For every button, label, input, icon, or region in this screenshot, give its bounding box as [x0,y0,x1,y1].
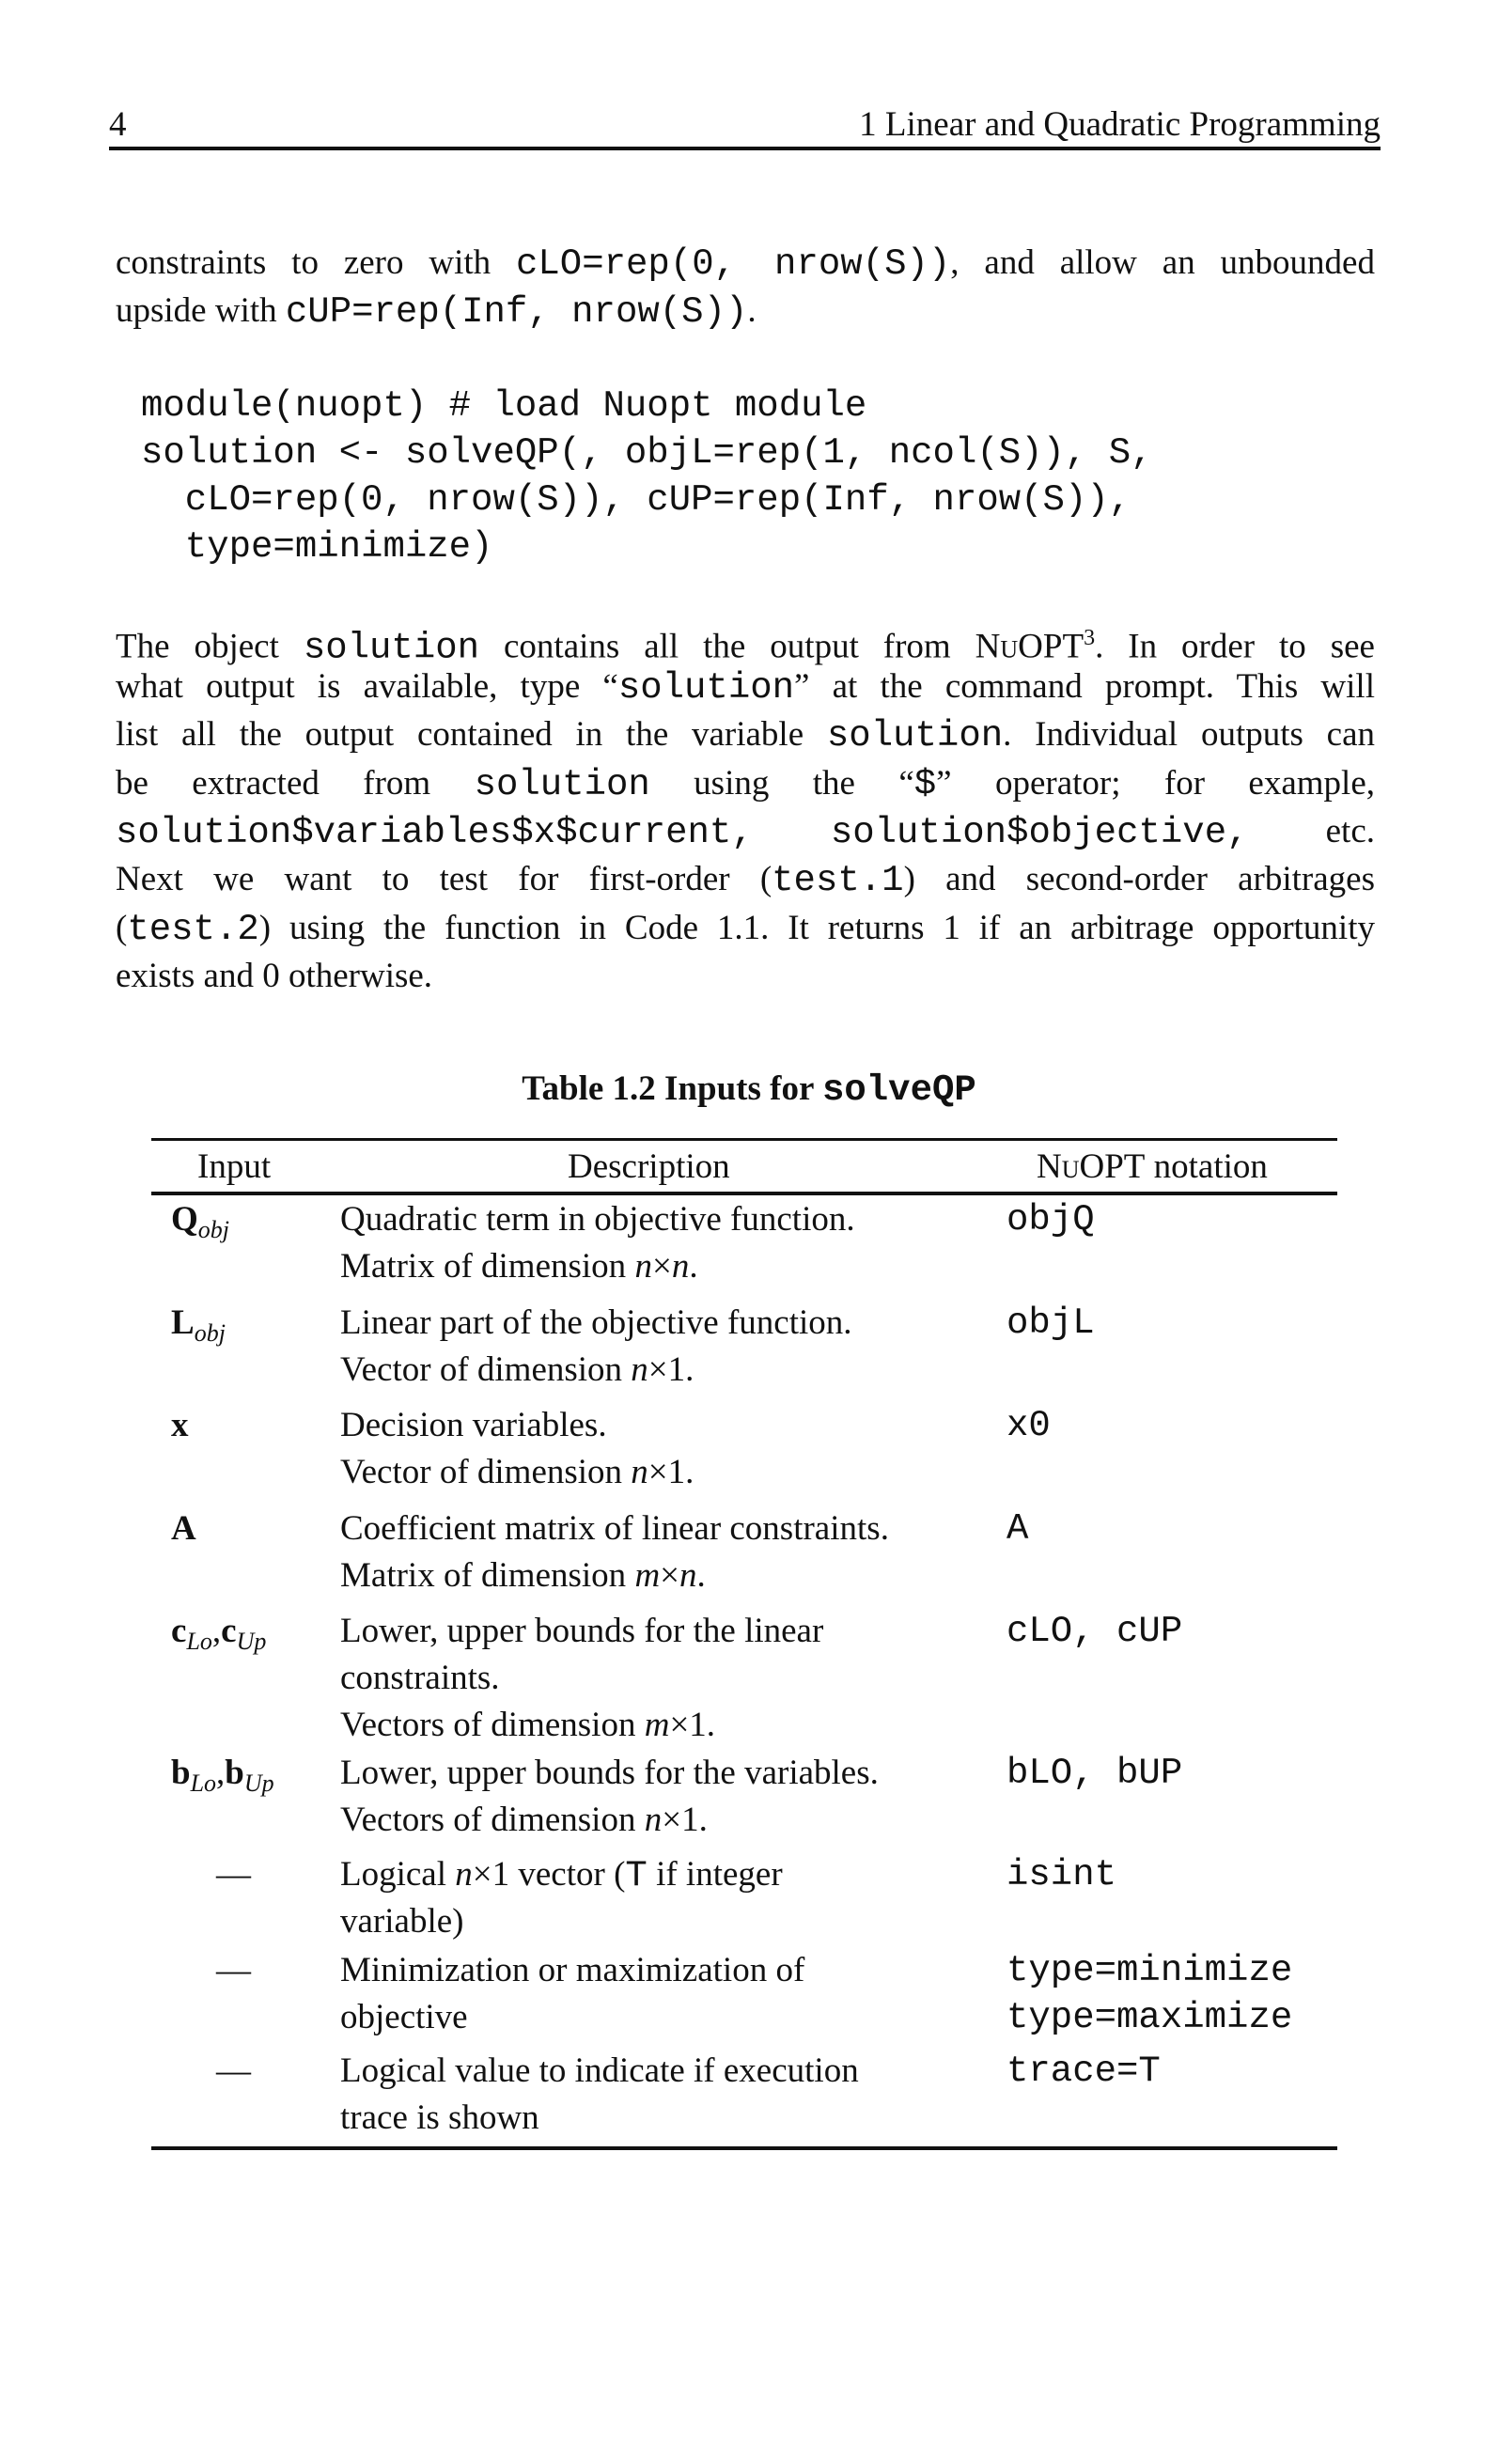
notation-code: objQ [1006,1199,1095,1240]
text-span: objective [340,1998,468,2036]
description-line [340,1608,823,1655]
symbol-subscript: obj [197,1216,230,1243]
text-line [116,287,1375,335]
text-span: Coefficient matrix of linear constraints. [340,1509,889,1548]
text-span: 3 [1084,626,1096,650]
text-line [116,855,1375,903]
input-symbol [171,1300,226,1357]
inline-code: cLO=rep(0, nrow(S)) [516,243,951,285]
text-span: Quadratic term in objective function. [340,1200,855,1239]
caption-code: solveQP [821,1069,976,1111]
notation-code: type=minimize [1006,1950,1293,1991]
text-line [116,952,1375,1000]
math-variable: n [455,1855,473,1894]
text-span: ” operator; for example, [936,764,1375,803]
symbol-subscript: obj [194,1319,226,1347]
description-line [340,1655,500,1702]
input-symbol: — [216,1855,251,1894]
text-span: Vector of dimension [340,1350,632,1389]
text-span: ×1. [648,1350,694,1389]
symbol: c [171,1612,187,1650]
math-variable: n [634,1247,652,1286]
inline-code: solution$objective, [830,812,1249,853]
text-span: upside with [116,291,286,330]
input-symbol [171,1402,189,1449]
text-span: Next we want to test for first-order ( [116,860,772,898]
math-variable: m [634,1556,661,1595]
symbol-subscript: Up [236,1628,267,1655]
input-symbol: — [216,1951,251,1989]
input-symbol [171,1750,274,1807]
symbol-subscript: Lo [186,1628,212,1655]
text-span: Lower, upper bounds for the variables. [340,1754,879,1792]
notation-code: isint [1006,1854,1117,1895]
symbol: b [171,1754,191,1792]
description-line [340,1797,708,1844]
input-symbol [171,1505,196,1552]
inline-code: solution [303,627,480,669]
text-span: Matrix of dimension [340,1556,635,1595]
notation-code: type=maximize [1006,1997,1293,2038]
text-span: contains all the output from [479,627,975,666]
text-span: The object [116,627,304,666]
text-span: . In order to see [1095,627,1375,666]
description-line [340,1243,698,1290]
inline-code: solution [826,715,1004,756]
text-span: Linear part of the objective function. [340,1303,852,1342]
text-line [116,710,1375,758]
table-bottom-rule [151,2146,1337,2150]
inline-code: cUP=rep(Inf, nrow(S)) [285,291,748,333]
text-span: × [651,1247,672,1286]
header-input: Input [197,1147,272,1186]
text-span: Lower, upper bounds for the linear [340,1612,824,1650]
text-span: ” at the command prompt. This will [794,667,1375,706]
notation-label: notation [1145,1147,1268,1186]
running-title: 1 Linear and Quadratic Programming [859,105,1381,144]
text-span: ) and second-order arbitrages [903,860,1375,898]
text-span: constraints. [340,1659,500,1697]
text-span: . [696,1556,706,1595]
symbol: L [171,1303,195,1342]
symbol: c [221,1612,237,1650]
text-span: Vector of dimension [340,1453,632,1491]
text-span: ) using the function in Code 1.1. It returns 1 if an arbitrage opportunity [258,909,1375,947]
table-caption [0,1066,1498,1114]
symbol: Q [171,1200,198,1239]
text-span: list all the output contained in the variable [116,715,827,754]
text-span: Vectors of dimension [340,1706,645,1744]
description-line [340,2048,859,2095]
text-span: Minimization or maximization of [340,1951,805,1989]
page-number: 4 [109,105,127,144]
code-line: module(nuopt) # load Nuopt module [141,385,867,427]
comma: , [216,1754,226,1792]
inline-code: solution$variables$x$current, [116,812,754,853]
symbol: x [171,1406,189,1444]
header-description: Description [568,1147,730,1186]
inline-code: solution [474,764,650,805]
description-line [340,1947,804,1994]
text-span: be extracted from [116,764,475,803]
description-line [340,1300,852,1347]
description-line [340,1552,706,1599]
code-line: solution <- solveQP(, objL=rep(1, ncol(S)), S, [141,432,1153,474]
inline-code: $ [913,764,937,805]
description-line [340,1898,463,1945]
text-span: constraints to zero with [116,243,516,282]
math-variable: n [631,1350,648,1389]
input-symbol: — [216,2051,251,2090]
symbol-subscript: Up [243,1770,274,1797]
text-span: what output is available, type “ [116,667,618,706]
text-span: ×1. [648,1453,694,1491]
notation-code: x0 [1006,1405,1051,1446]
header-rule [151,1192,1337,1195]
symbol-subscript: Lo [190,1770,217,1797]
comma: , [211,1612,222,1650]
description-line [340,1702,715,1749]
description-line [340,1750,879,1797]
text-span: using the “ [649,764,914,803]
text-span: variable) [340,1902,464,1941]
text-span: if integer [647,1855,783,1894]
description-line [340,1347,694,1394]
math-variable: n [631,1453,648,1491]
text-span: ×1. [669,1706,716,1744]
table-top-rule [151,1138,1337,1141]
notation-code: trace=T [1006,2051,1161,2092]
description-line [340,1505,889,1552]
description-line [340,1196,855,1243]
text-line [116,239,1375,287]
description-line [340,2095,539,2142]
text-span: Decision variables. [340,1406,607,1444]
caption-text: Table 1.2 Inputs for [522,1069,822,1108]
symbol: b [225,1754,244,1792]
text-line [116,904,1375,952]
math-variable: n [644,1801,663,1839]
text-span: ×1 vector ( [472,1855,626,1894]
text-span [754,812,831,850]
inline-code: solution [617,667,795,709]
description-line [340,1994,468,2041]
inline-code: T [625,1855,648,1896]
description-line [340,1402,607,1449]
text-span: NuOPT [975,627,1084,666]
text-span: Matrix of dimension [340,1247,635,1286]
text-span: ( [116,909,128,947]
text-span: . [689,1247,698,1286]
math-variable: m [644,1706,670,1744]
input-symbol [171,1608,266,1665]
math-variable: n [671,1247,690,1286]
symbol: A [171,1509,196,1548]
description-line [340,1449,694,1496]
code-line: cLO=rep(0, nrow(S)), cUP=rep(Inf, nrow(S)), [141,479,1131,521]
text-span: Logical [340,1855,456,1894]
text-span: Vectors of dimension [340,1801,645,1839]
text-span: × [660,1556,680,1595]
header-rule [109,147,1381,150]
header-notation [1037,1144,1268,1191]
text-span: , and allow an unbounded [950,243,1375,282]
input-symbol [171,1196,229,1254]
text-line [116,759,1375,807]
notation-code: cLO, cUP [1006,1611,1183,1652]
text-span: . [747,291,757,330]
text-line [116,663,1375,710]
text-line [116,615,1375,669]
text-span: etc. [1248,812,1375,850]
text-span: trace is shown [340,2098,539,2137]
text-span: Logical value to indicate if execution [340,2051,859,2090]
inline-code: test.2 [127,909,259,950]
inline-code: test.1 [772,860,904,901]
notation-code: bLO, bUP [1006,1753,1183,1794]
math-variable: n [679,1556,697,1595]
code-line: type=minimize) [141,526,493,568]
text-span: exists and 0 otherwise. [116,957,433,995]
nuopt-label: NuOPT [1037,1147,1146,1186]
text-span: . Individual outputs can [1003,715,1375,754]
notation-code: A [1006,1508,1029,1550]
text-span: ×1. [662,1801,708,1839]
description-line [340,1851,783,1899]
notation-code: objL [1006,1302,1095,1344]
text-line [116,807,1375,855]
